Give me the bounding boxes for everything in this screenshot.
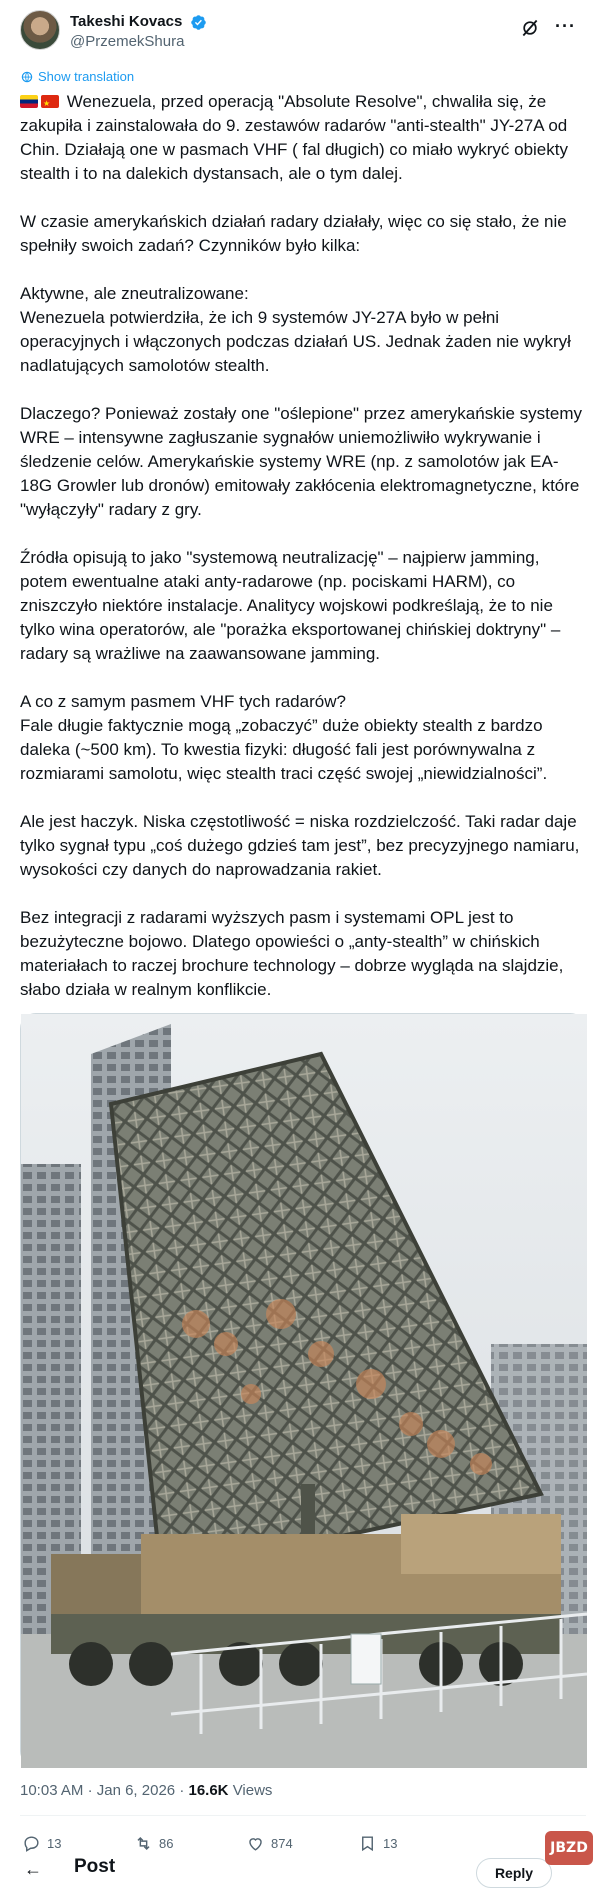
repost-count: 86	[159, 1836, 174, 1851]
grok-icon[interactable]	[520, 18, 540, 38]
tweet-paragraph: Bez integracji z radarami wyższych pasm i systemami OPL jest to bezużyteczne bojowo. Dlatego opowieści o „anty-stealth” w chińskich materiałach to raczej brochure technology – dobrze wygląda na slajdzie, słabo działa w realnym konflikcie.	[20, 908, 564, 999]
tweet-paragraph: Ale jest haczyk. Niska częstotliwość = niska rozdzielczość. Taki radar daje tylko sygnał typu „coś dużego gdzieś tam jest”, bez precyzyjnego namiaru, wysokości czy danych do naprowadzania rakiet.	[20, 812, 580, 879]
author-names	[70, 12, 207, 52]
radar-photo	[21, 1014, 587, 1768]
bookmark-icon	[358, 1834, 377, 1853]
heart-icon	[246, 1834, 265, 1853]
reply-button[interactable]: Reply	[476, 1858, 552, 1888]
tweet-paragraph: A co z samym pasmem VHF tych radarów? Fale długie faktycznie mogą „zobaczyć” duże obiekty stealth z bardzo daleka (~500 km). To kwestia fizyki: długość fali jest porównywalna z rozmiarami samolotu, więc stealth traci część swojej „niewidzialności”.	[20, 692, 548, 783]
tweet-paragraph	[20, 90, 585, 186]
tweet-paragraph: Dlaczego? Ponieważ zostały one "oślepione" przez amerykańskie systemy WRE – intensywne zagłuszanie sygnałów uniemożliwiło wykrywanie i śledzenie celów. Amerykańskie systemy WRE (np. z samolotów jak EA-18G Growler lub dronów) emitowały zakłócenia elektromagnetyczne, które "wyłączyły" radary z gry.	[20, 404, 583, 519]
tweet-photo[interactable]	[20, 1013, 586, 1767]
post-metadata	[20, 1782, 272, 1799]
bookmark-count: 13	[383, 1836, 398, 1851]
divider	[20, 1815, 586, 1816]
tweet-paragraph: Źródła opisują to jako "systemową neutralizację" – najpierw jamming, potem ewentualne ataki anty-radarowe (np. pociskami HARM), co zniszczyło niektóre instalacje. Analitycy wojskowi podkreślają, że to nie tylko wina operatorów, ale "porażka eksportowanej chińskiej doktryny" – radary są wrażliwe na zaawansowane jamming.	[20, 548, 561, 663]
views-count: 16.6K	[188, 1782, 229, 1799]
back-arrow-icon[interactable]: ←	[24, 1859, 42, 1879]
jbzd-watermark-logo: JBZD	[545, 1831, 593, 1865]
show-translation-label: Show translation	[38, 69, 135, 84]
like-count: 874	[271, 1836, 293, 1851]
avatar[interactable]	[20, 10, 60, 50]
meta-separator: ·	[87, 1782, 93, 1799]
tweet-text	[20, 90, 585, 1026]
reply-action[interactable]	[22, 1834, 61, 1853]
china-flag-icon	[41, 95, 59, 108]
reply-icon	[22, 1834, 41, 1853]
translate-icon	[20, 70, 34, 84]
reply-count: 13	[47, 1836, 62, 1851]
views-label: Views	[232, 1782, 273, 1799]
repost-icon	[134, 1834, 153, 1853]
tweet-paragraph: Aktywne, ale zneutralizowane: Wenezuela potwierdziła, że ich 9 systemów JY-27A było w pełni operacyjnych i włączonych podczas działań US. Jednak żaden nie wykrył nadlatujących samolotów stealth.	[20, 284, 571, 375]
bookmark-action[interactable]	[358, 1834, 397, 1853]
author-handle[interactable]: @PrzemekShura	[70, 33, 185, 50]
show-translation-link[interactable]	[20, 69, 134, 84]
tweet-paragraph: W czasie amerykańskich działań radary działały, więc co się stało, że nie spełniły swoich zadań? Czynników było kilka:	[20, 212, 567, 255]
author-display-name[interactable]: Takeshi Kovacs	[70, 13, 183, 30]
repost-action[interactable]	[134, 1834, 173, 1853]
bottom-bar	[0, 1856, 600, 1881]
paragraph-text: Wenezuela, przed operacją "Absolute Resolve", chwaliła się, że zakupiła i zainstalowała do 9. zestawów radarów "anti-stealth" JY-27A od Chin. Działają one w pasmach VHF ( fal długich) co miało wykryć obiekty stealth i to na dalekich dystansach, ale o tym dalej.	[20, 92, 568, 183]
like-action[interactable]	[246, 1834, 293, 1853]
meta-separator: ·	[179, 1782, 185, 1799]
post-header	[20, 10, 580, 54]
more-icon[interactable]: ···	[555, 16, 576, 36]
post-time[interactable]: 10:03 AM	[20, 1782, 84, 1799]
post-date[interactable]: Jan 6, 2026	[96, 1782, 176, 1799]
venezuela-flag-icon	[20, 95, 38, 108]
verified-badge-icon	[190, 14, 207, 31]
post-title: Post	[74, 1856, 116, 1877]
